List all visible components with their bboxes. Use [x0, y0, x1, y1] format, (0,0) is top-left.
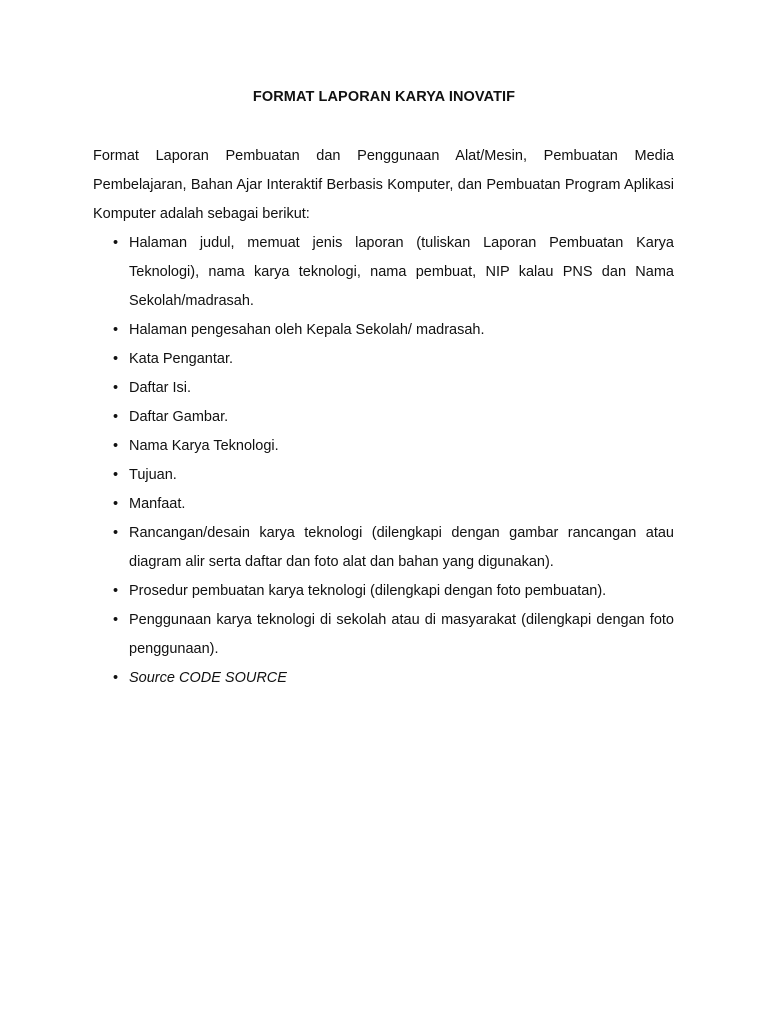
list-item [93, 461, 674, 490]
list-item [93, 490, 674, 519]
list-item-text: Source CODE SOURCE [129, 670, 287, 686]
list-item [93, 345, 674, 374]
bullet-icon: • [113, 380, 119, 396]
document-title: FORMAT LAPORAN KARYA INOVATIF [252, 89, 516, 105]
bullet-icon: • [113, 235, 119, 251]
list-item [93, 606, 674, 664]
list-item [93, 577, 674, 606]
list-item-text: Prosedur pembuatan karya teknologi (dilengkapi dengan foto pembuatan). [129, 583, 607, 599]
list-item-text: Halaman pengesahan oleh Kepala Sekolah/ madrasah. [129, 322, 485, 338]
bullet-icon: • [113, 496, 119, 512]
list-item [93, 374, 674, 403]
list-item [93, 316, 674, 345]
list-item-text: Kata Pengantar. [129, 351, 233, 367]
list-item-text: Rancangan/desain karya teknologi (dilengkapi dengan gambar rancangan atau diagram alir serta daftar dan foto alat dan bahan yang digunakan). [129, 525, 674, 570]
intro-paragraph: Format Laporan Pembuatan dan Penggunaan Alat/Mesin, Pembuatan Media Pembelajaran, Bahan Ajar Interaktif Berbasis Komputer, dan Pembuatan Program Aplikasi Komputer adalah sebagai berikut: [93, 148, 674, 222]
list-item-text: Daftar Isi. [129, 380, 192, 396]
list-item-text: Nama Karya Teknologi. [129, 438, 279, 454]
bullet-icon: • [113, 409, 119, 425]
bullet-icon: • [113, 438, 119, 454]
list-item-text: Tujuan. [129, 467, 177, 483]
bullet-icon: • [113, 467, 119, 483]
list-item-text: Halaman judul, memuat jenis laporan (tuliskan Laporan Pembuatan Karya Teknologi), nama karya teknologi, nama pembuat, NIP kalau PNS dan Nama Sekolah/madrasah. [129, 235, 674, 309]
list-item [93, 664, 674, 693]
bullet-icon: • [113, 525, 119, 541]
list-item [93, 403, 674, 432]
list-item-text: Penggunaan karya teknologi di sekolah atau di masyarakat (dilengkapi dengan foto penggunaan). [129, 612, 674, 657]
document-body [93, 142, 674, 693]
list-item [93, 229, 674, 316]
list-item [93, 519, 674, 577]
list-item-text: Manfaat. [129, 496, 186, 512]
list-item [93, 432, 674, 461]
bullet-icon: • [113, 583, 119, 599]
bullet-icon: • [113, 612, 119, 628]
bullet-icon: • [113, 351, 119, 367]
bullet-list [93, 229, 674, 693]
bullet-icon: • [113, 670, 119, 686]
bullet-icon: • [113, 322, 119, 338]
list-item-text: Daftar Gambar. [129, 409, 229, 425]
